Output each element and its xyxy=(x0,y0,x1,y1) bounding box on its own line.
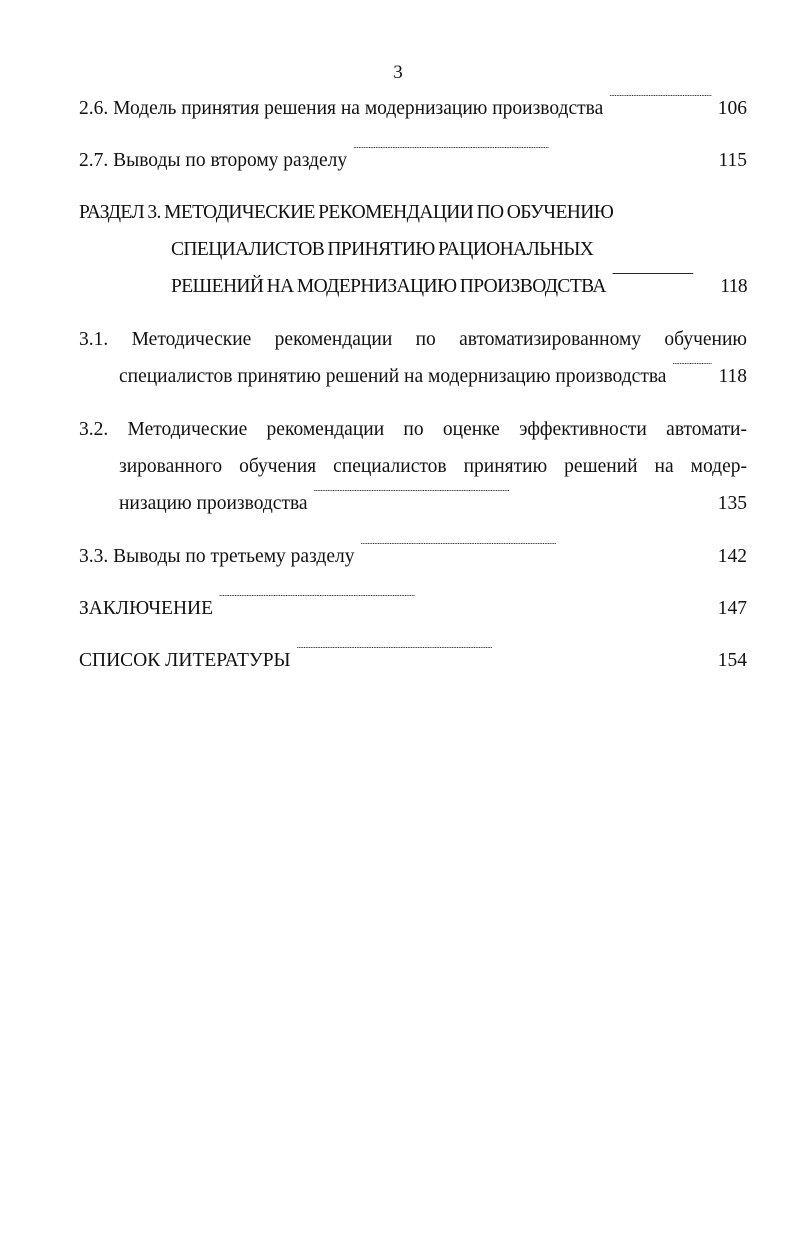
dot-leader xyxy=(360,543,711,563)
toc-entry-title: 3.3. Выводы по третьему разделу xyxy=(79,546,355,567)
toc-entry-title: ЗАКЛЮЧЕНИЕ xyxy=(79,598,214,619)
toc-entry-references[interactable] xyxy=(79,642,747,679)
toc-entry-page: 154 xyxy=(717,650,747,671)
toc-entry-title-line-1: 3.2. Методические рекомендации по оценке эффективности автомати- xyxy=(79,419,747,440)
toc-entry-title-line-2: специалистов принятию решений на модернизацию производства xyxy=(119,366,667,387)
toc-entry-3-2[interactable] xyxy=(79,411,747,522)
toc-entry-page: 118 xyxy=(718,366,747,387)
table-of-contents xyxy=(79,90,747,679)
toc-entry-section-3[interactable] xyxy=(79,194,747,305)
toc-entry-title: 2.6. Модель принятия решения на модернизацию производства xyxy=(79,98,604,119)
toc-entry-conclusion[interactable] xyxy=(79,590,747,627)
dot-leader xyxy=(353,147,712,167)
toc-entry-2-7[interactable] xyxy=(79,142,747,179)
dot-leader xyxy=(672,363,712,383)
dot-leader xyxy=(612,273,714,293)
toc-entry-page: 106 xyxy=(717,98,747,119)
toc-entry-3-3[interactable] xyxy=(79,538,747,575)
toc-entry-title-line-2: СПЕЦИАЛИСТОВ ПРИНЯТИЮ РАЦИОНАЛЬНЫХ xyxy=(171,239,594,260)
toc-entry-title-line-1: 3.1. Методические рекомендации по автоматизированному обучению xyxy=(79,329,747,350)
toc-entry-page: 142 xyxy=(717,546,747,567)
toc-entry-title: 2.7. Выводы по второму разделу xyxy=(79,150,348,171)
toc-entry-title-line-2: зированного обучения специалистов принятию решений на модер- xyxy=(119,456,747,477)
toc-entry-title-line-3: низацию производства xyxy=(119,493,308,514)
toc-entry-page: 147 xyxy=(717,598,747,619)
toc-entry-page: 118 xyxy=(720,276,747,297)
dot-leader xyxy=(609,95,711,115)
dot-leader xyxy=(219,595,712,615)
dot-leader xyxy=(314,490,712,510)
dot-leader xyxy=(297,647,712,667)
toc-entry-title-line-3: РЕШЕНИЙ НА МОДЕРНИЗАЦИЮ ПРОИЗВОДСТВА xyxy=(171,276,606,297)
page-number: 3 xyxy=(393,62,403,83)
toc-entry-page: 115 xyxy=(718,150,747,171)
toc-entry-page: 135 xyxy=(717,493,747,514)
toc-entry-2-6[interactable] xyxy=(79,90,747,127)
toc-entry-title: СПИСОК ЛИТЕРАТУРЫ xyxy=(79,650,291,671)
toc-entry-3-1[interactable] xyxy=(79,321,747,395)
toc-entry-title-line-1: РАЗДЕЛ 3. МЕТОДИЧЕСКИЕ РЕКОМЕНДАЦИИ ПО ОБУЧЕНИЮ xyxy=(79,202,614,223)
